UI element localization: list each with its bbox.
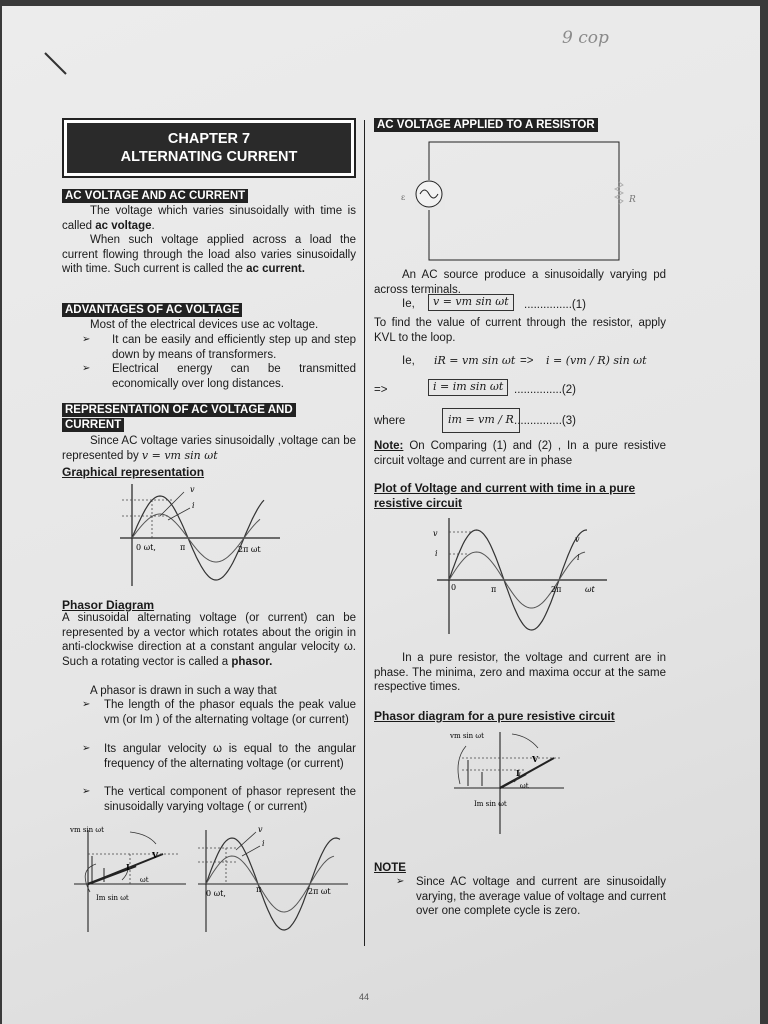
graph-label-zero-wt: 0 ωt,: [136, 543, 156, 552]
right-phasor-diagram: [446, 726, 566, 838]
document-page: [2, 6, 760, 1024]
graph-label-v: v: [258, 825, 263, 834]
phasor-para: A sinusoidal alternating voltage (or current) can be represented by a vector which rotates about the origin in anti-clockwise direction at a constant angular velocity ω. Such a rotating vector is called a phasor.: [62, 612, 356, 668]
phasor-bullet: ➢ The vertical component of phasor represent the sinusoidally varying voltage ( or current): [82, 786, 356, 813]
phasor-label-vsin: vm sin ωt: [450, 732, 484, 740]
implies-symbol: =>: [520, 355, 534, 367]
chapter-number: CHAPTER 7: [167, 131, 251, 147]
graph-label-v: v: [433, 529, 438, 538]
phasor-label-wt: ωt: [520, 782, 529, 790]
graph-label-v: v: [575, 535, 580, 544]
phasor-label-i: I: [516, 768, 520, 778]
phasor-label-isin: Im sin ωt: [96, 894, 129, 902]
implies-symbol: =>: [374, 384, 388, 396]
note-heading: NOTE: [374, 862, 406, 874]
phasor-diagram-title: Phasor Diagram: [62, 598, 155, 612]
chapter-title: ALTERNATING CURRENT: [120, 149, 298, 165]
ac-voltage-para: The voltage which varies sinusoidally with time is called ac voltage.: [62, 205, 356, 232]
chapter-title-box: [62, 118, 356, 178]
eq-ir-prefix: Ie,: [402, 355, 415, 367]
equation-3-number: ...............(3): [514, 415, 576, 427]
equation-3: im = vm / R: [442, 408, 520, 433]
equation-2-number: ...............(2): [514, 384, 576, 396]
graphical-representation-title: Graphical representation: [62, 465, 205, 479]
heading-ac-voltage: AC VOLTAGE AND AC CURRENT: [62, 189, 248, 203]
graph-label-i: i: [577, 553, 580, 562]
left-voltage-current-graph: [112, 480, 287, 590]
graph-label-i: i: [192, 501, 195, 510]
phasor-label-v: V: [152, 850, 159, 860]
note-comparison: Note: On Comparing (1) and (2) , In a pure resistive circuit voltage and current are in phase: [374, 440, 666, 467]
graph-label-2pi: 2π: [551, 585, 562, 594]
ac-source-para: An AC source produce a sinusoidally varying pd across terminals.: [374, 269, 666, 296]
phasor-label-v: V: [532, 754, 539, 764]
graph-label-i: i: [262, 839, 265, 848]
graph-label-2pi-wt: 2π ωt: [308, 887, 331, 896]
kvl-para: To find the value of current through the resistor, apply KVL to the loop.: [374, 317, 666, 344]
heading-representation-cont: CURRENT: [62, 418, 124, 432]
equation-2: i = im sin ωt: [428, 379, 508, 396]
column-divider: [364, 120, 365, 946]
pure-resistor-para: In a pure resistor, the voltage and current are in phase. The minima, zero and maxima occur at the same respective times.: [374, 652, 666, 693]
graph-label-pi: π: [180, 543, 186, 552]
pen-mark: [42, 50, 72, 80]
circuit-resistor-label: R: [629, 195, 636, 205]
graph-label-zero: 0: [451, 583, 457, 592]
graph-label-pi: π: [256, 885, 262, 894]
ac-current-para: When such voltage applied across a load the current flowing through the load also varies sinusoidally with time. Such current is called the ac current.: [62, 234, 356, 275]
phasor-label-isin: Im sin ωt: [474, 800, 507, 808]
note-bullet: ➢ Since AC voltage and current are sinusoidally varying, the average value of voltage and current over one complete cycle is zero.: [396, 876, 666, 917]
phasor-resistive-title: Phasor diagram for a pure resistive circuit: [374, 709, 615, 723]
phasor-bullet: ➢ Its angular velocity ω is equal to the angular frequency of the alternating voltage (or current): [82, 743, 356, 770]
circuit-source-label: ε: [401, 193, 406, 202]
phasor-label-i: I: [126, 862, 130, 872]
eq1-prefix: Ie,: [402, 298, 415, 310]
right-voltage-current-graph: [427, 514, 612, 636]
graph-label-pi: π: [491, 585, 497, 594]
graph-label-wt: ωt: [585, 585, 595, 594]
resistor-circuit-diagram: [397, 134, 647, 266]
handwritten-note: 9 cop: [562, 28, 609, 48]
equation-i: i = (vm / R) sin ωt: [546, 354, 647, 367]
heading-representation: REPRESENTATION OF AC VOLTAGE AND: [62, 403, 296, 417]
representation-para: Since AC voltage varies sinusoidally ,voltage can be represented by v = vm sin ωt: [62, 435, 356, 462]
phasor-label-vsin: vm sin ωt: [70, 826, 104, 834]
heading-ac-resistor: AC VOLTAGE APPLIED TO A RESISTOR: [374, 118, 598, 132]
page-number: 44: [359, 992, 370, 1002]
advantage-bullet: ➢ Electrical energy can be transmitted economically over long distances.: [82, 363, 356, 390]
heading-advantages: ADVANTAGES OF AC VOLTAGE: [62, 303, 242, 317]
advantages-intro: Most of the electrical devices use ac voltage.: [90, 319, 319, 331]
graph-label-2pi-wt: 2π ωt: [238, 545, 261, 554]
phasor-intro: A phasor is drawn in such a way that: [90, 685, 277, 697]
where-label: where: [374, 415, 406, 427]
advantage-bullet: ➢ It can be easily and efficiently step up and step down by means of transformers.: [82, 334, 356, 361]
plot-title: Plot of Voltage and current with time in a pure resistive circuit: [374, 481, 636, 510]
graph-label-v: v: [190, 485, 195, 494]
equation-ir: iR = vm sin ωt: [434, 354, 516, 367]
phasor-bullet: ➢ The length of the phasor equals the peak value vm (or Im ) of the alternating voltage (or current): [82, 699, 356, 726]
graph-label-zero-wt: 0 ωt,: [206, 889, 226, 898]
equation-1: v = vm sin ωt: [428, 294, 514, 311]
left-bottom-waveform: [194, 820, 354, 940]
graph-label-i: i: [435, 549, 438, 558]
phasor-label-wt: ωt: [140, 876, 149, 884]
voltage-equation: v = vm sin ωt: [141, 448, 218, 462]
left-phasor-diagram: [68, 820, 198, 940]
equation-1-number: ...............(1): [524, 299, 586, 311]
